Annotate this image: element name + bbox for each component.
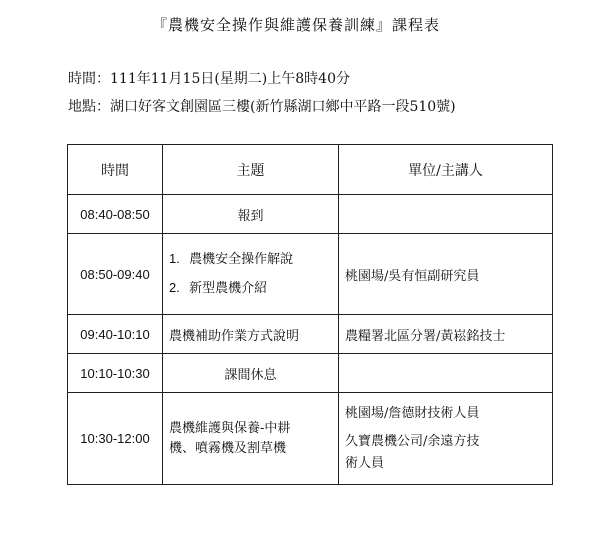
table-row [68, 315, 553, 354]
topic-line: 機、噴霧機及割草機 [169, 440, 287, 456]
row-unit [339, 354, 553, 393]
row-unit: 桃園場/吳有恒副研究員 [339, 234, 553, 315]
header-unit: 單位/主講人 [339, 145, 553, 195]
row-topic [163, 234, 339, 315]
table-row [68, 234, 553, 315]
table-header-row [68, 145, 553, 195]
topic-list-item [169, 245, 338, 274]
event-location: 地點：湖口好客文創園區三樓(新竹縣湖口鄉中平路一段510號) [68, 99, 456, 115]
row-time: 08:40-08:50 [68, 195, 163, 234]
schedule-table [67, 144, 553, 485]
row-topic: 報到 [163, 195, 339, 234]
event-time: 時間：111年11月15日(星期二)上午8時40分 [68, 71, 350, 87]
page-title: 『農機安全操作與維護保養訓練』課程表 [151, 16, 440, 34]
row-topic [163, 393, 339, 485]
unit-line: 術人員 [345, 455, 385, 471]
list-text: 農機安全操作解說 [189, 252, 294, 267]
row-time: 10:10-10:30 [68, 354, 163, 393]
row-topic: 農機補助作業方式說明 [163, 315, 339, 354]
list-number: 2. [169, 280, 180, 295]
row-unit [339, 393, 553, 485]
row-time: 10:30-12:00 [68, 393, 163, 485]
row-time: 09:40-10:10 [68, 315, 163, 354]
row-topic: 課間休息 [163, 354, 339, 393]
table-row [68, 195, 553, 234]
unit-line: 桃園場/詹德財技術人員 [345, 405, 480, 421]
table-row [68, 393, 553, 485]
topic-line: 農機維護與保養-中耕 [169, 420, 291, 436]
row-unit: 農糧署北區分署/黃崧銘技士 [339, 315, 553, 354]
row-time: 08:50-09:40 [68, 234, 163, 315]
header-topic: 主題 [163, 145, 339, 195]
table-row [68, 354, 553, 393]
list-number: 1. [169, 251, 180, 266]
topic-list-item [169, 274, 338, 303]
header-time: 時間 [68, 145, 163, 195]
list-text: 新型農機介紹 [189, 281, 268, 296]
row-unit [339, 195, 553, 234]
unit-line: 久寶農機公司/余遠方技 [345, 433, 480, 449]
